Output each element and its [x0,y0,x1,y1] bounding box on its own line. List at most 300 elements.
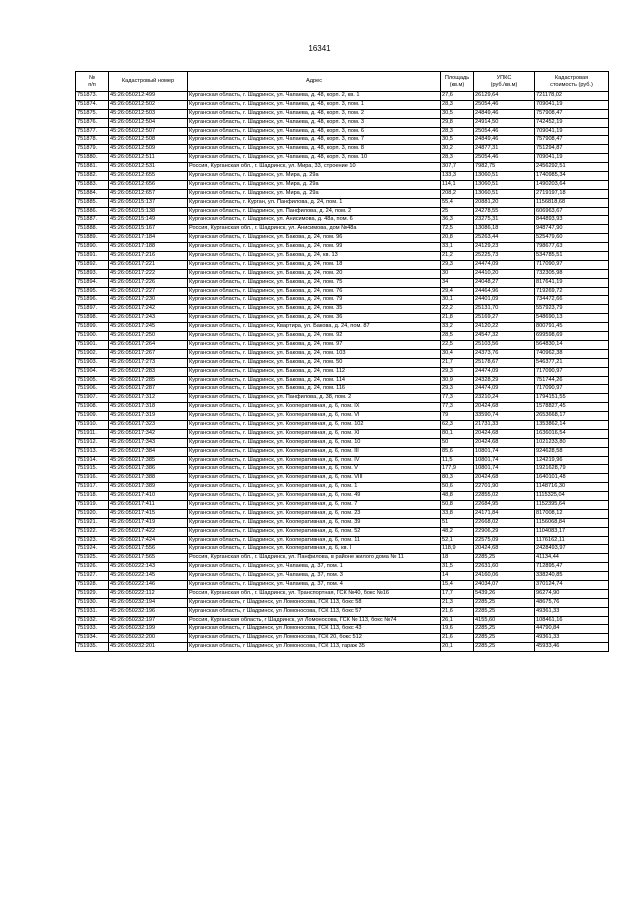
cell-upks: 22684,95 [474,500,535,509]
cell-area: 307,7 [441,163,474,172]
cell-cadastral-value: 751294,87 [535,145,609,154]
cell-cadastral-number: 45:26:050215:167 [109,225,188,234]
cell-area: 28,3 [441,154,474,163]
table-row [76,287,609,296]
cell-num: 751894. [76,278,109,287]
cell-cadastral-number: 45:26:050232:201 [109,643,188,652]
cell-address: Курганская область, г. Шадринск, ул. Кооперативная, д. 6, пом. 1 [188,483,441,492]
cell-cadastral-value: 1156818,68 [535,198,609,207]
cell-cadastral-value: 1104083,17 [535,527,609,536]
cell-num: 751924. [76,545,109,554]
cell-address: Курганская область, г. Шадринск, ул. Чапаева, д. 48, корп. 3, пом. 7 [188,136,441,145]
cell-num: 751896. [76,296,109,305]
cell-area: 30,4 [441,349,474,358]
cell-upks: 26129,64 [474,92,535,101]
cell-cadastral-value: 108461,16 [535,616,609,625]
table-row [76,625,609,634]
cell-cadastral-value: 712895,47 [535,563,609,572]
cell-cadastral-value: 844893,93 [535,216,609,225]
cell-area: 21,6 [441,634,474,643]
cell-num: 751883. [76,180,109,189]
cell-cadastral-number: 45:26:050217:283 [109,367,188,376]
cell-upks: 24129,23 [474,243,535,252]
cell-cadastral-number: 45:26:050217:222 [109,269,188,278]
cell-area: 50 [441,438,474,447]
cell-address: Россия, Курганская обл., г. Шадринск, ул. Мира, 33, строение 10 [188,163,441,172]
cell-cadastral-number: 45:26:050217:565 [109,554,188,563]
cell-cadastral-number: 45:26:050217:319 [109,412,188,421]
cell-cadastral-number: 45:26:050212:499 [109,92,188,101]
table-row [76,234,609,243]
cell-area: 36,3 [441,216,474,225]
cell-num: 751888. [76,225,109,234]
cell-cadastral-number: 45:26:050222:143 [109,563,188,572]
cell-num: 751913. [76,447,109,456]
cell-upks: 20424,68 [474,438,535,447]
cell-num: 751935. [76,643,109,652]
table-row [76,483,609,492]
cell-upks: 24877,31 [474,145,535,154]
cell-address: Курганская область, г. Шадринск, ул. Кооперативная, д. 6, пом. III [188,447,441,456]
cell-num: 751915. [76,465,109,474]
cell-address: Курганская область, г. Шадринск, ул. Панфилова, д. 38, пом. 2 [188,394,441,403]
cell-num: 751914. [76,456,109,465]
cell-num: 751877. [76,127,109,136]
cell-upks: 24328,29 [474,376,535,385]
cell-address: Курганская область, г. Шадринск, ул. Бакова, д. 24, пом. 116 [188,385,441,394]
cell-num: 751910. [76,420,109,429]
cell-num: 751909. [76,412,109,421]
cell-cadastral-number: 45:26:050217:424 [109,536,188,545]
cell-area: 29,3 [441,385,474,394]
cell-cadastral-value: 1152395,64 [535,500,609,509]
cell-area: 27,6 [441,92,474,101]
cell-cadastral-number: 45:26:050222:145 [109,572,188,581]
cell-upks: 22631,60 [474,563,535,572]
cell-num: 751875. [76,109,109,118]
cell-cadastral-number: 45:26:050217:388 [109,474,188,483]
table-row [76,349,609,358]
cell-upks: 25054,46 [474,127,535,136]
header-num: № п/п [76,72,109,92]
cell-num: 751880. [76,154,109,163]
cell-cadastral-number: 45:26:050217:343 [109,438,188,447]
cell-cadastral-value: 1640101,48 [535,474,609,483]
cell-address: Курганская область, г. Шадринск, ул. Кооперативная, д. 6, пом. IV [188,456,441,465]
cell-cadastral-value: 734472,66 [535,296,609,305]
cell-cadastral-number: 45:26:050217:389 [109,483,188,492]
table-row [76,127,609,136]
cell-address: Курганская область, г. Шадринск, ул. Бакова, д. 24, пом. 92 [188,332,441,341]
table-row [76,500,609,509]
cell-area: 31,5 [441,563,474,572]
cell-address: Курганская область, г. Шадринск, ул. Чапаева, д. 37, пом. 3 [188,572,441,581]
cell-upks: 22701,90 [474,483,535,492]
cell-upks: 24278,55 [474,207,535,216]
cell-upks: 24034,07 [474,580,535,589]
cell-upks: 2285,25 [474,554,535,563]
cell-cadastral-value: 96274,90 [535,589,609,598]
cell-cadastral-number: 45:26:050217:386 [109,465,188,474]
cell-address: Курганская область, г. Шадринск, Квартира, ул. Бакова, д. 24, пом. 87 [188,323,441,332]
cell-cadastral-number: 45:26:050212:655 [109,172,188,181]
cell-cadastral-value: 798677,63 [535,243,609,252]
cell-num: 751907. [76,394,109,403]
cell-cadastral-number: 45:26:050217:227 [109,287,188,296]
cell-cadastral-value: 1490203,64 [535,180,609,189]
cell-cadastral-number: 45:26:050217:312 [109,394,188,403]
table-row [76,420,609,429]
cell-cadastral-value: 564830,14 [535,340,609,349]
cell-num: 751903. [76,358,109,367]
cell-address: Курганская область, г. Шадринск, ул. Мира, д. 29а [188,180,441,189]
table-row [76,376,609,385]
table-row [76,616,609,625]
table-row [76,154,609,163]
cell-upks: 25054,46 [474,154,535,163]
table-row [76,172,609,181]
cell-address: Курганская область, г. Шадринск, ул. Кооперативная, д. 6, пом. VI [188,412,441,421]
cell-cadastral-value: 338240,85 [535,572,609,581]
cell-upks: 25225,73 [474,252,535,261]
cell-cadastral-number: 45:26:050222:112 [109,589,188,598]
cell-area: 21,2 [441,252,474,261]
cell-num: 751929. [76,589,109,598]
cell-num: 751874. [76,100,109,109]
cell-upks: 10801,74 [474,465,535,474]
cell-address: Курганская область, г. Шадринск, ул. Мира, д. 29а [188,172,441,181]
cell-cadastral-number: 45:26:050217:216 [109,252,188,261]
table-row [76,643,609,652]
cell-cadastral-value: 740962,38 [535,349,609,358]
cell-cadastral-number: 45:26:050217:285 [109,376,188,385]
cell-cadastral-value: 49361,33 [535,634,609,643]
cell-cadastral-value: 742452,19 [535,118,609,127]
cell-cadastral-value: 44790,84 [535,625,609,634]
cell-area: 15,4 [441,580,474,589]
cell-upks: 13060,51 [474,189,535,198]
cell-cadastral-number: 45:26:050217:318 [109,403,188,412]
cell-num: 751932. [76,616,109,625]
cell-area: 26,1 [441,616,474,625]
table-row [76,580,609,589]
cell-cadastral-value: 548690,13 [535,314,609,323]
cell-area: 21,8 [441,314,474,323]
cell-upks: 25131,70 [474,305,535,314]
table-row [76,527,609,536]
cell-upks: 25054,46 [474,100,535,109]
table-row [76,92,609,101]
table-row [76,260,609,269]
cell-upks: 24849,46 [474,136,535,145]
table-row [76,474,609,483]
cell-num: 751885. [76,198,109,207]
cell-area: 20,8 [441,234,474,243]
table-row [76,465,609,474]
cell-num: 751923. [76,536,109,545]
table-body [76,92,609,652]
cell-area: 33,1 [441,243,474,252]
cell-address: Курганская область, г. Шадринск, ул. Бакова, д. 24, пом. 96 [188,234,441,243]
cell-num: 751901. [76,340,109,349]
cell-cadastral-value: 800791,45 [535,323,609,332]
cell-num: 751920. [76,509,109,518]
cell-area: 11,5 [441,456,474,465]
cell-area: 62,3 [441,420,474,429]
cell-area: 72,5 [441,225,474,234]
cell-upks: 7982,75 [474,163,535,172]
cell-cadastral-value: 557923,79 [535,305,609,314]
cell-area: 17,7 [441,589,474,598]
cell-address: Курганская область, г. Шадринск, ул. Кооперативная, д. 6, пом. 23 [188,509,441,518]
cell-upks: 22906,29 [474,527,535,536]
cell-num: 751882. [76,172,109,181]
cell-area: 21,7 [441,358,474,367]
cell-address: Курганская область, г. Шадринск, ул. Чапаева, д. 48, корп. 3, пом. 6 [188,127,441,136]
cell-cadastral-number: 45:26:050212:502 [109,100,188,109]
cell-upks: 24464,96 [474,287,535,296]
cell-upks: 24160,06 [474,572,535,581]
cell-num: 751905. [76,376,109,385]
cell-address: Курганская область, г. Шадринск, ул. Чапаева, д. 37, пом. 1 [188,563,441,572]
cell-address: Курганская область, г. Шадринск, ул. Бакова, д. 24, пом. 18 [188,260,441,269]
cell-address: Курганская область, г. Шадринск, ул. Бакова, д. 24, пом. 35 [188,305,441,314]
cell-cadastral-number: 45:26:050217:226 [109,278,188,287]
table-row [76,456,609,465]
cell-cadastral-number: 45:26:050232:194 [109,598,188,607]
cell-cadastral-number: 45:26:050212:656 [109,180,188,189]
header-cadastral-value: Кадастровая стоимость (руб.) [535,72,609,92]
cell-address: Курганская область, г. Шадринск, ул. Кооперативная, д. 6, пом. V [188,465,441,474]
cell-num: 751895. [76,287,109,296]
table-row [76,634,609,643]
cell-cadastral-value: 751744,26 [535,376,609,385]
table-row [76,243,609,252]
cell-upks: 2285,25 [474,625,535,634]
table-row [76,598,609,607]
table-row [76,118,609,127]
table-row [76,412,609,421]
cell-upks: 24474,09 [474,367,535,376]
header-cadastral-number: Кадастровый номер [109,72,188,92]
cell-cadastral-value: 1921628,79 [535,465,609,474]
cell-area: 50,8 [441,500,474,509]
cell-area: 20,1 [441,643,474,652]
cell-upks: 20881,20 [474,198,535,207]
cell-upks: 25263,44 [474,234,535,243]
cell-cadastral-number: 45:26:050217:385 [109,456,188,465]
cell-cadastral-value: 1353862,14 [535,420,609,429]
cell-cadastral-value: 1156068,84 [535,518,609,527]
cell-address: Курганская область, г. Шадринск, ул. Бакова, д. 24, пом. 79 [188,296,441,305]
cell-num: 751891. [76,252,109,261]
table-header-row [76,72,609,92]
cell-area: 29,8 [441,118,474,127]
table-row [76,367,609,376]
table-row [76,394,609,403]
cell-upks: 22575,09 [474,536,535,545]
cell-area: 30,9 [441,376,474,385]
table-row [76,554,609,563]
cell-cadastral-value: 525479,60 [535,234,609,243]
cell-area: 79 [441,412,474,421]
cell-area: 28,3 [441,127,474,136]
cell-cadastral-number: 45:26:050212:657 [109,189,188,198]
cell-num: 751918. [76,492,109,501]
cell-num: 751887. [76,216,109,225]
cell-address: Курганская область, г. Шадринск, ул. Бакова, д. 24, пом. 114 [188,376,441,385]
table-row [76,163,609,172]
cell-area: 52,1 [441,536,474,545]
cell-cadastral-number: 45:26:050212:531 [109,163,188,172]
cell-num: 751873. [76,92,109,101]
cell-address: Курганская область, г. Шадринск, ул. Бакова, д. 24, пом. 99 [188,243,441,252]
table-row [76,207,609,216]
cell-upks: 21731,33 [474,420,535,429]
cell-area: 29,3 [441,260,474,269]
cell-num: 751898. [76,314,109,323]
cell-cadastral-number: 45:26:050217:556 [109,545,188,554]
cell-upks: 25169,27 [474,314,535,323]
cell-address: Курганская область, г Шадринск, ул Ломоносова, ГСК 113, бокс 57 [188,607,441,616]
cell-cadastral-value: 1115325,04 [535,492,609,501]
cell-cadastral-number: 45:26:050217:273 [109,358,188,367]
cell-upks: 10801,74 [474,447,535,456]
cell-area: 22,5 [441,340,474,349]
cell-address: Россия, Курганская обл., г. Шадринск, ул. Анисимова, дом №48а [188,225,441,234]
cell-num: 751933. [76,625,109,634]
cell-num: 751902. [76,349,109,358]
cell-num: 751908. [76,403,109,412]
table-row [76,100,609,109]
cell-cadastral-value: 757908,47 [535,136,609,145]
cell-upks: 4155,60 [474,616,535,625]
table-row [76,252,609,261]
cell-cadastral-value: 817641,19 [535,278,609,287]
cell-num: 751886. [76,207,109,216]
cell-cadastral-number: 45:26:050217:245 [109,323,188,332]
cell-cadastral-number: 45:26:050232:197 [109,616,188,625]
table-row [76,216,609,225]
cell-num: 751881. [76,163,109,172]
cell-cadastral-value: 1148716,30 [535,483,609,492]
cell-cadastral-number: 45:26:050217:422 [109,527,188,536]
cell-cadastral-value: 41134,44 [535,554,609,563]
cell-address: Курганская область, г. Шадринск, ул. Бакова, д. 24, пом. 76 [188,287,441,296]
table-row [76,278,609,287]
cell-cadastral-value: 709041,19 [535,154,609,163]
cell-upks: 24401,09 [474,296,535,305]
cell-area: 118,9 [441,545,474,554]
cadastral-table [75,71,609,652]
cell-cadastral-number: 45:26:050217:384 [109,447,188,456]
cell-area: 30,5 [441,109,474,118]
cell-cadastral-number: 45:26:050217:415 [109,509,188,518]
cell-num: 751925. [76,554,109,563]
cell-cadastral-number: 45:26:050217:221 [109,260,188,269]
table-row [76,589,609,598]
cell-address: Россия, Курганская обл., г. Шадринск, ул. Транспортная, ГСК №40, бокс №16 [188,589,441,598]
table-row [76,358,609,367]
cell-address: Курганская область, г. Шадринск, ул. Чапаева, д. 48, корп. 2, кв. 1 [188,92,441,101]
cell-upks: 2285,25 [474,643,535,652]
cell-area: 48,8 [441,492,474,501]
cell-cadastral-value: 48675,76 [535,598,609,607]
cell-num: 751934. [76,634,109,643]
cell-cadastral-number: 45:26:050217:242 [109,305,188,314]
cell-area: 21,6 [441,607,474,616]
cell-cadastral-value: 732305,98 [535,269,609,278]
cell-area: 80,3 [441,474,474,483]
cell-address: Курганская область, г. Курган, ул. Панфилова, д. 24, пом. 1 [188,198,441,207]
cell-address: Курганская область, г Шадринск, ул Ломоносова, ГСК 113, бокс 43 [188,625,441,634]
cell-address: Курганская область, г. Шадринск, ул. Кооперативная, д. 6, кв. I [188,545,441,554]
cell-cadastral-number: 45:26:050215:137 [109,198,188,207]
table-row [76,563,609,572]
cell-num: 751878. [76,136,109,145]
cell-cadastral-value: 717090,97 [535,385,609,394]
cell-cadastral-value: 709041,19 [535,127,609,136]
table-row [76,225,609,234]
cell-area: 14 [441,572,474,581]
cell-num: 751890. [76,243,109,252]
table-row [76,269,609,278]
cell-upks: 24474,09 [474,385,535,394]
table-row [76,189,609,198]
cell-cadastral-number: 45:26:050212:504 [109,118,188,127]
cell-upks: 25103,56 [474,340,535,349]
cell-cadastral-number: 45:26:050217:267 [109,349,188,358]
cell-cadastral-value: 1636016,54 [535,429,609,438]
cell-num: 751917. [76,483,109,492]
cell-cadastral-value: 124219,96 [535,456,609,465]
cell-area: 208,2 [441,189,474,198]
cell-address: Курганская область, г. Шадринск, ул. Бакова, д. 24, пом. 112 [188,367,441,376]
cell-upks: 24849,46 [474,109,535,118]
cell-upks: 22668,02 [474,518,535,527]
cell-address: Курганская область, г. Шадринск, ул. Кооперативная, д. 6, пом. 39 [188,518,441,527]
table-row [76,385,609,394]
table-row [76,492,609,501]
cell-address: Курганская область, г. Шадринск, ул. Чапаева, д. 48, корп. 3, пом. 3 [188,118,441,127]
cell-address: Курганская область, г. Шадринск, ул. Бакова, д. 24, пом. 50 [188,358,441,367]
cell-upks: 24171,84 [474,509,535,518]
cell-cadastral-number: 45:26:050212:511 [109,154,188,163]
cell-cadastral-value: 45933,46 [535,643,609,652]
cell-area: 55,4 [441,198,474,207]
table-row [76,145,609,154]
cell-address: Курганская область, г. Шадринск, ул. Панфилова, д. 24, пом. 2 [188,207,441,216]
cell-num: 751884. [76,189,109,198]
table-row [76,340,609,349]
cell-cadastral-value: 924628,58 [535,447,609,456]
cell-cadastral-value: 2653668,17 [535,412,609,421]
cell-area: 33,8 [441,509,474,518]
cell-address: Курганская область, г. Шадринск, ул. Бакова, д. 24, пом. 36 [188,314,441,323]
cell-area: 33,2 [441,323,474,332]
cell-area: 28,5 [441,332,474,341]
cell-cadastral-value: 370124,74 [535,580,609,589]
cell-upks: 25178,67 [474,358,535,367]
cell-num: 751916. [76,474,109,483]
cell-address: Курганская область, г Шадринск, ул Ломоносова, ГСК 20, бокс 512 [188,634,441,643]
cell-area: 29,3 [441,367,474,376]
cell-area: 114,1 [441,180,474,189]
cell-cadastral-value: 709041,19 [535,100,609,109]
cell-num: 751926. [76,563,109,572]
table-row [76,314,609,323]
cell-cadastral-value: 719269,72 [535,287,609,296]
